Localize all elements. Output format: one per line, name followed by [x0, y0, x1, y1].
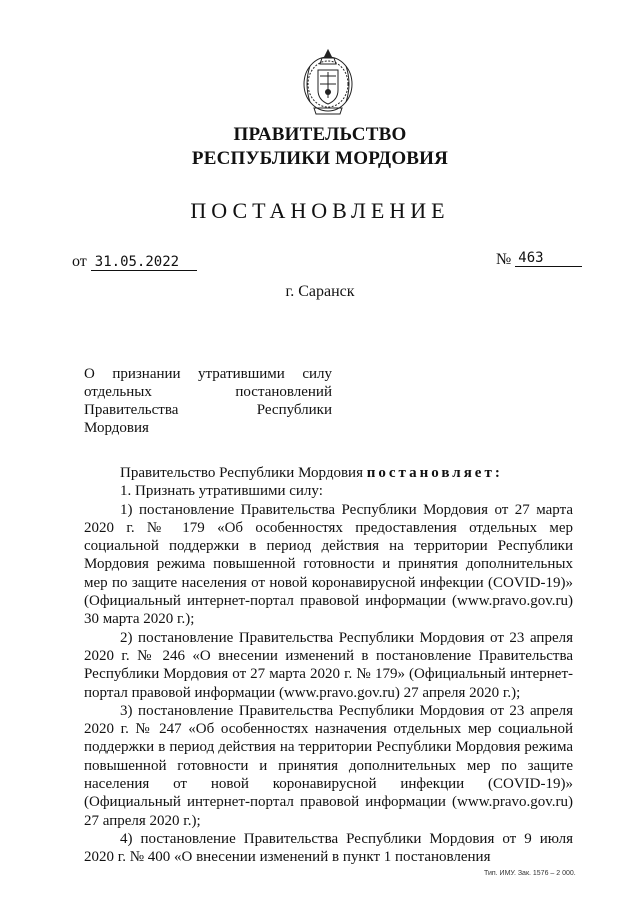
document-type-title: ПОСТАНОВЛЕНИЕ	[190, 198, 450, 223]
body-paragraph: 1) постановление Правительства Республики Мордовия от 27 марта 2020 г. № 179 «Об особенностях предоставления отдельных мер социальной поддержки в период действия на территории Республики Мордовия режима повышенной готовности и принятия дополнительных мер по защите населения от новой коронавирусной инфекции (COVID-19)» (Официальный интернет-портал правовой информации (www.pravo.gov.ru) 30 марта 2020 г.);	[84, 501, 573, 628]
coat-of-arms-emblem	[296, 46, 360, 118]
date-line	[72, 253, 197, 271]
body-paragraph: 3) постановление Правительства Республики Мордовия от 23 апреля 2020 г. № 247 «Об особенностях назначения отдельных мер социальной поддержки в период действия на территории Республики Мордовия режима повышенной готовности и принятия дополнительных мер по защите населения от новой коронавирусной инфекции (COVID-19)» (Официальный интернет-портал правовой информации (www.pravo.gov.ru) 27 апреля 2020 г.);	[84, 702, 573, 829]
government-name-line2: РЕСПУБЛИКИ МОРДОВИЯ	[191, 148, 449, 169]
document-date: 31.05.2022	[91, 254, 197, 271]
subject-line: Правительства Республики	[84, 402, 332, 418]
date-prefix: от	[72, 253, 87, 270]
document-number: 463	[515, 250, 582, 267]
intro-text: Правительство Республики Мордовия	[120, 465, 367, 481]
document-body	[84, 464, 573, 867]
city-line: г. Саранск	[285, 283, 355, 300]
body-paragraph: 2) постановление Правительства Республики Мордовия от 23 апреля 2020 г. № 246 «О внесении изменений в постановление Правительства Республики Мордовия от 27 марта 2020 г. № 179» (Официальный интернет-портал правовой информации (www.pravo.gov.ru) 27 апреля 2020 г.);	[84, 629, 573, 701]
subject-block	[84, 365, 332, 437]
government-name-line1: ПРАВИТЕЛЬСТВО	[233, 124, 407, 145]
intro-paragraph	[84, 464, 573, 482]
subject-line: отдельных постановлений	[84, 384, 332, 400]
body-paragraph: 4) постановление Правительства Республики Мордовия от 9 июля 2020 г. № 400 «О внесении изменений в пункт 1 постановления	[84, 830, 573, 866]
resolves-word: постановляет:	[366, 465, 503, 481]
subject-line: О признании утратившими силу	[84, 366, 332, 382]
subject-line: Мордовия	[84, 420, 149, 436]
number-line	[496, 251, 582, 269]
printing-mark: Тип. ИМУ. Зак. 1576 – 2 000.	[484, 870, 576, 877]
number-sign: №	[496, 251, 512, 268]
body-paragraph: 1. Признать утратившими силу:	[120, 483, 323, 500]
